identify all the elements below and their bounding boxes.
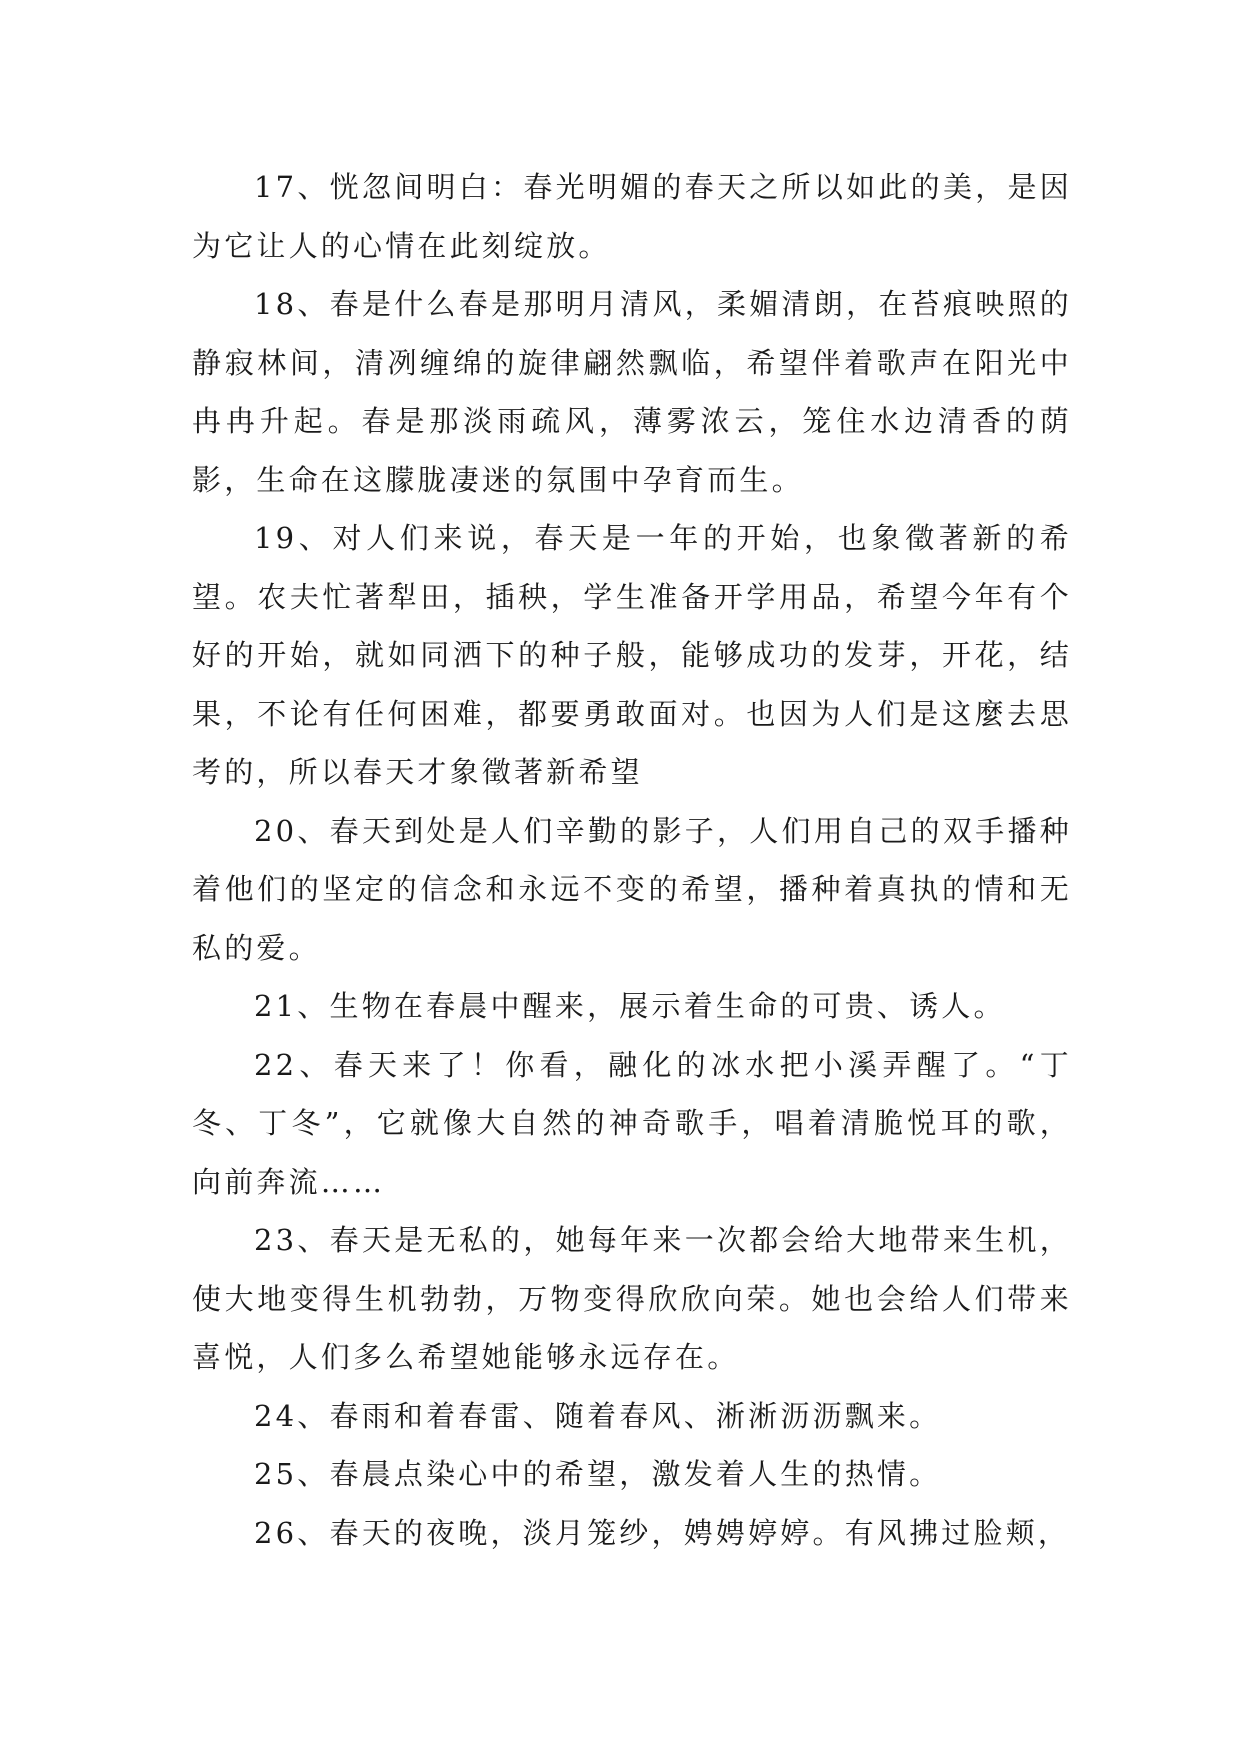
paragraph-19: 19、对人们来说，春天是一年的开始，也象徵著新的希望。农夫忙著犁田，插秧，学生准备开学用品，希望今年有个好的开始，就如同洒下的种子般，能够成功的发芽，开花，结果，不论有任何困难，都要勇敢面对。也因为人们是这麼去思考的，所以春天才象徵著新希望 bbox=[192, 521, 1072, 789]
paragraph-24: 24、春雨和着春雷、随着春风、淅淅沥沥飘来。 bbox=[254, 1398, 942, 1433]
paragraph-26: 26、春天的夜晚，淡月笼纱，娉娉婷婷。有风拂过脸颊， bbox=[254, 1515, 1071, 1550]
document-body bbox=[192, 158, 1072, 1562]
paragraph-21: 21、生物在春晨中醒来，展示着生命的可贵、诱人。 bbox=[254, 989, 1006, 1023]
paragraph-25: 25、春晨点染心中的希望，激发着人生的热情。 bbox=[254, 1457, 942, 1491]
paragraph-20: 20、春天到处是人们辛勤的影子，人们用自己的双手播种着他们的坚定的信念和永远不变的希望，播种着真执的情和无私的爱。 bbox=[192, 813, 1072, 965]
paragraph-23: 23、春天是无私的，她每年来一次都会给大地带来生机，使大地变得生机勃勃，万物变得欣欣向荣。她也会给人们带来喜悦，人们多么希望她能够永远存在。 bbox=[192, 1223, 1072, 1374]
paragraph-22: 22、春天来了！你看，融化的冰水把小溪弄醒了。“丁冬、丁冬”，它就像大自然的神奇歌手，唱着清脆悦耳的歌，向前奔流…… bbox=[192, 1047, 1072, 1199]
paragraph-17: 17、恍忽间明白：春光明媚的春天之所以如此的美，是因为它让人的心情在此刻绽放。 bbox=[192, 170, 1072, 263]
paragraph-18: 18、春是什么春是那明月清风，柔媚清朗，在苔痕映照的静寂林间，清冽缠绵的旋律翩然飘临，希望伴着歌声在阳光中冉冉升起。春是那淡雨疏风，薄雾浓云，笼住水边清香的荫影，生命在这朦胧凄迷的氛围中孕育而生。 bbox=[192, 287, 1072, 497]
